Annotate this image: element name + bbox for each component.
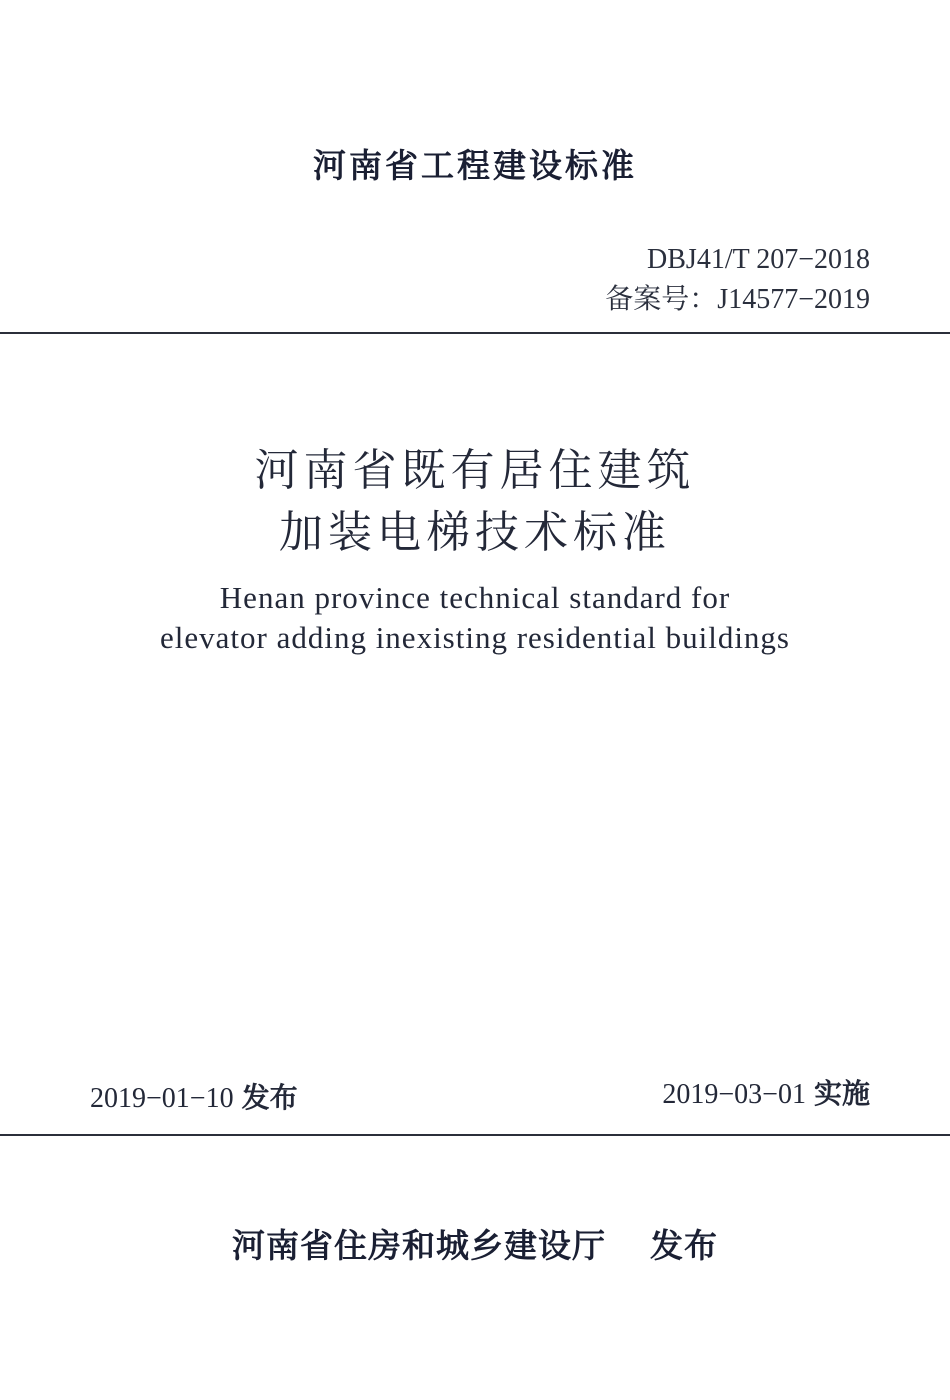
main-title-en bbox=[0, 578, 950, 658]
standard-code: DBJ41/T 207−2018 bbox=[647, 244, 870, 275]
standard-codes bbox=[605, 240, 870, 320]
effective-date-value: 2019−03−01 bbox=[662, 1079, 806, 1110]
publisher bbox=[0, 1220, 950, 1267]
issue-date bbox=[90, 1076, 298, 1116]
main-title-line-1: 河南省既有居住建筑 bbox=[254, 445, 696, 496]
effective-date-label: 实施 bbox=[813, 1077, 870, 1110]
effective-date bbox=[662, 1072, 870, 1112]
issue-date-value: 2019−01−10 bbox=[90, 1083, 234, 1114]
series-title: 河南省工程建设标准 bbox=[313, 146, 637, 185]
main-title-line-2: 加装电梯技术标准 bbox=[279, 507, 671, 558]
bottom-divider bbox=[0, 1134, 950, 1136]
en-title-line-2: elevator adding inexisting residential buildings bbox=[160, 620, 790, 655]
main-title-zh bbox=[0, 440, 950, 564]
record-number: 备案号：J14577−2019 bbox=[605, 284, 870, 315]
publisher-name: 河南省住房和城乡建设厅 bbox=[232, 1226, 606, 1265]
publisher-label: 发布 bbox=[650, 1226, 718, 1265]
top-divider bbox=[0, 332, 950, 334]
en-title-line-1: Henan province technical standard for bbox=[219, 580, 731, 615]
issue-date-label: 发布 bbox=[241, 1081, 298, 1114]
